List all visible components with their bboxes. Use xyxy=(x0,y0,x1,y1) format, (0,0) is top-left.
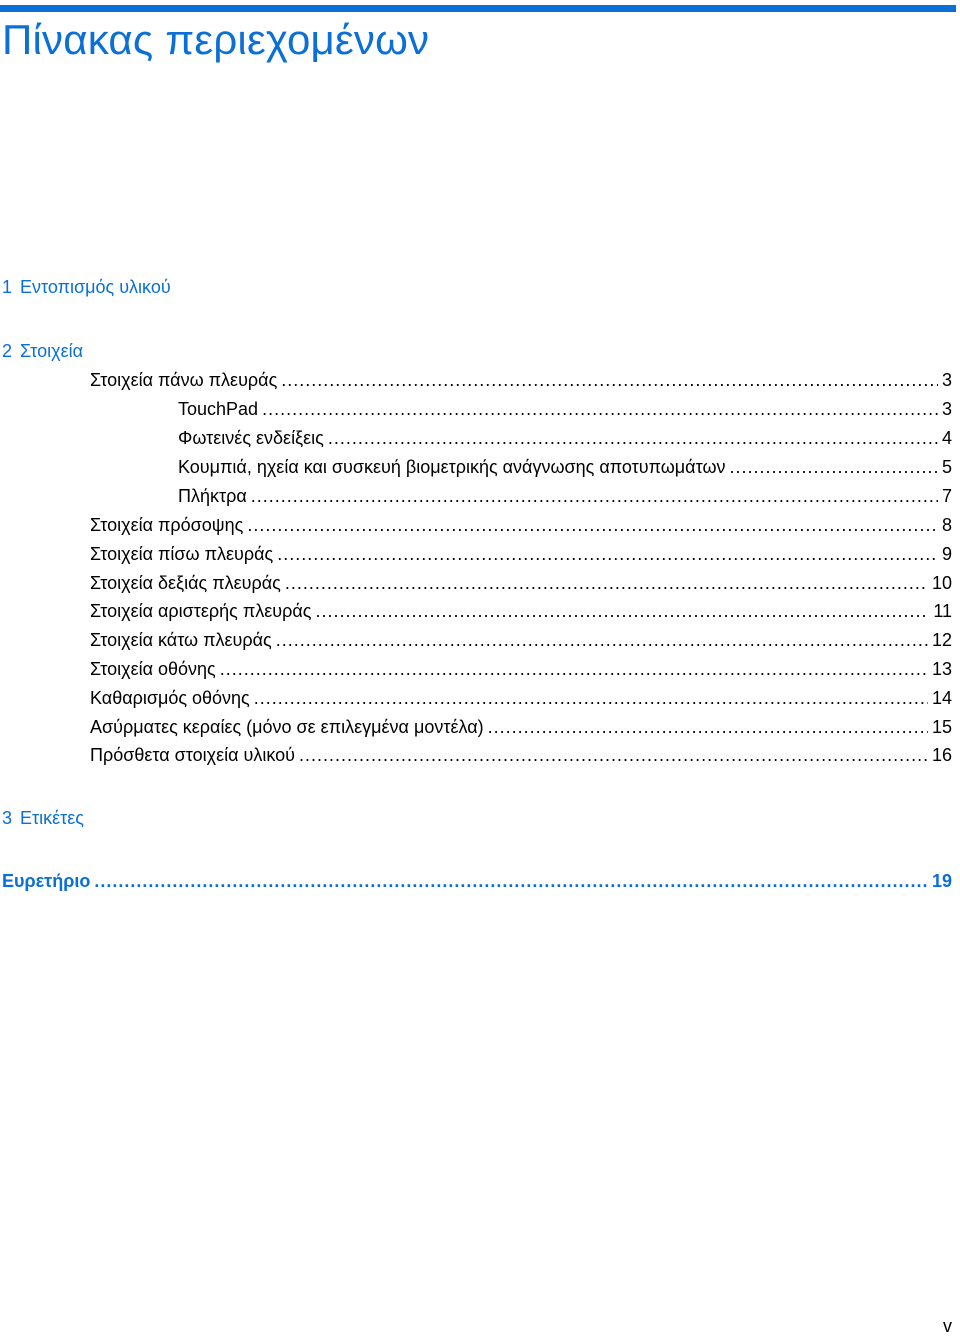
toc-chapter-3[interactable] xyxy=(2,808,84,829)
dot-leader xyxy=(247,515,938,536)
toc-entry[interactable] xyxy=(90,573,952,595)
dot-leader xyxy=(285,573,928,594)
toc-entry-title: Στοιχεία οθόνης xyxy=(90,659,216,679)
toc-entry-title: TouchPad xyxy=(178,399,259,419)
toc-entry-title: Στοιχεία αριστερής πλευράς xyxy=(90,601,312,621)
toc-entry[interactable] xyxy=(90,688,952,710)
toc-entry-page: 15 xyxy=(931,717,952,737)
index-page: 19 xyxy=(931,871,952,891)
toc-entry-page: 16 xyxy=(931,745,952,765)
dot-leader xyxy=(262,399,938,420)
dot-leader xyxy=(281,370,938,391)
toc-entry[interactable] xyxy=(90,601,952,623)
toc-entry-page: 14 xyxy=(931,688,952,708)
toc-entry-page: 13 xyxy=(931,659,952,679)
chapter-number: 2 xyxy=(2,341,13,361)
toc-entry-title: Φωτεινές ενδείξεις xyxy=(178,428,324,448)
toc-entry-title: Στοιχεία δεξιάς πλευράς xyxy=(90,573,281,593)
chapter-title: Στοιχεία xyxy=(20,341,84,361)
dot-leader xyxy=(254,688,928,709)
dot-leader xyxy=(220,659,928,680)
chapter-title: Εντοπισμός υλικού xyxy=(20,277,171,297)
toc-entry-page: 5 xyxy=(941,457,952,477)
dot-leader xyxy=(488,717,928,738)
toc-entry-page: 8 xyxy=(941,515,952,535)
dot-leader xyxy=(94,871,928,892)
toc-entry[interactable] xyxy=(178,486,952,508)
page-number: v xyxy=(943,1316,952,1336)
toc-entry[interactable] xyxy=(178,399,952,421)
toc-entry[interactable] xyxy=(90,370,952,392)
page-title: Πίνακας περιεχομένων xyxy=(2,16,430,63)
toc-entry-page: 3 xyxy=(941,399,952,419)
toc-entry-title: Πρόσθετα στοιχεία υλικού xyxy=(90,745,295,765)
toc-entry[interactable] xyxy=(90,544,952,566)
toc-chapter-1[interactable] xyxy=(2,277,171,298)
toc-entry-page: 3 xyxy=(941,370,952,390)
toc-entry[interactable] xyxy=(178,457,952,479)
toc-entry-page: 7 xyxy=(941,486,952,506)
toc-entry-page: 9 xyxy=(941,544,952,564)
dot-leader xyxy=(277,544,938,565)
dot-leader xyxy=(730,457,938,478)
dot-leader xyxy=(251,486,938,507)
toc-entry-title: Στοιχεία πάνω πλευράς xyxy=(90,370,278,390)
toc-entry[interactable] xyxy=(90,717,952,739)
toc-entry-title: Στοιχεία κάτω πλευράς xyxy=(90,630,272,650)
toc-entry[interactable] xyxy=(90,515,952,537)
toc-index-entry[interactable] xyxy=(2,871,952,893)
chapter-number: 1 xyxy=(2,277,13,297)
toc-entry-title: Στοιχεία πρόσοψης xyxy=(90,515,244,535)
toc-entry[interactable] xyxy=(90,659,952,681)
toc-entry-title: Στοιχεία πίσω πλευράς xyxy=(90,544,274,564)
top-rule xyxy=(0,5,956,12)
toc-chapter-2[interactable] xyxy=(2,341,83,362)
toc-entry-page: 12 xyxy=(931,630,952,650)
dot-leader xyxy=(328,428,938,449)
toc-entry-title: Πλήκτρα xyxy=(178,486,247,506)
toc-entry-title: Καθαρισμός οθόνης xyxy=(90,688,250,708)
dot-leader xyxy=(276,630,928,651)
toc-entry[interactable] xyxy=(178,428,952,450)
toc-entry-page: 10 xyxy=(931,573,952,593)
dot-leader xyxy=(315,601,929,622)
chapter-number: 3 xyxy=(2,808,13,828)
toc-entry-title: Ασύρματες κεραίες (μόνο σε επιλεγμένα μοντέλα) xyxy=(90,717,484,737)
toc-entry-page: 11 xyxy=(933,601,952,621)
chapter-title: Ετικέτες xyxy=(20,808,84,828)
toc-entry[interactable] xyxy=(90,630,952,652)
toc-entry[interactable] xyxy=(90,745,952,767)
index-title: Ευρετήριο xyxy=(2,871,91,891)
dot-leader xyxy=(299,745,928,766)
toc-entry-page: 4 xyxy=(941,428,952,448)
toc-entry-title: Κουμπιά, ηχεία και συσκευή βιομετρικής ανάγνωσης αποτυπωμάτων xyxy=(178,457,726,477)
